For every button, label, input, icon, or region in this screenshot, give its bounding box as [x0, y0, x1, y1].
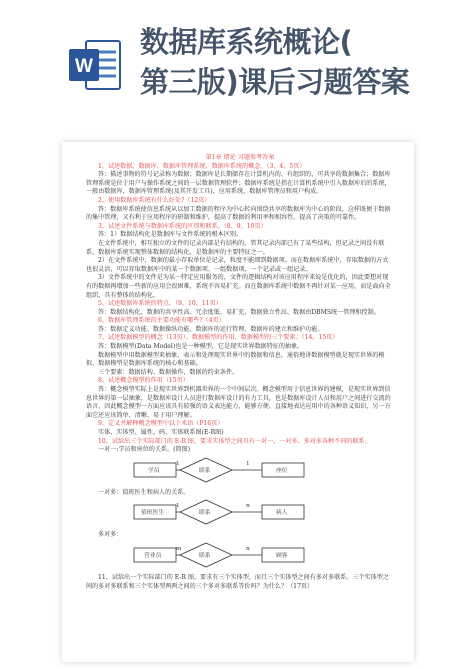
question-5: 5、试述数据库系统的特点。（9、10、11页）	[98, 300, 222, 308]
answer-9: 实体、实体型、属性、码、实体联系图(E-R图)	[98, 429, 224, 436]
er1-right-entity: 座位	[276, 467, 288, 474]
answer-7-line-2: 数据模型中用数据模型来抽象、表示和处理现实世界中的数据和信息。通俗地讲数据模型就是现实世界的模拟，数据模型是数据库系统的核心和基础。	[86, 351, 385, 368]
question-9: 9、定义并解释概念模型中以下术语（P16页）	[98, 420, 224, 428]
er3-left-entity: 营业员	[144, 552, 162, 559]
example-one-to-many: 一对多：值班医生和病人的关系。	[98, 488, 190, 496]
answer-3-point-1: 答：1）数据结构化是数据库与文件系统的根本区别。	[98, 231, 243, 239]
er2-cardinality-right: n	[246, 503, 250, 510]
er1-relationship: 联系	[199, 467, 211, 474]
page-title	[140, 22, 470, 102]
word-document-icon	[66, 36, 124, 94]
er1-cardinality-right: 1	[246, 460, 250, 467]
er2-relationship: 联系	[199, 510, 211, 517]
er-diagram-one-to-many	[86, 497, 394, 531]
answer-2: 答：数据库系统使信息系统从以加工数据的程序为中心转向围绕共享的数据库为中心的阶段，这样既便于数据的集中管理，又有利于应用程序的研制和维护，提高了数据的利用率和相容性，提高了决策的可靠性。	[86, 205, 391, 222]
document-page	[62, 142, 414, 662]
answer-7-line-3: 三个要素：数据结构、数据操作、数据的约束条件。	[98, 368, 239, 376]
answer-5: 答：数据结构化、数据的共享性高、冗余度低、易扩充、数据独立性高、数据由DBMS统一管理和控制。	[98, 308, 380, 316]
title-line-1: 数据库系统概论(	[140, 25, 353, 59]
er1-left-entity: 学员	[148, 467, 160, 474]
example-many-to-many: 多对多：	[98, 531, 123, 539]
er3-right-entity: 顾客	[276, 552, 288, 559]
answer-8: 答：概念模型实际上是现实世界到机器世界的一个中间层次。概念模型用于信息世界的建模，是现实世界到信息世界的第一层抽象，是数据库设计人员进行数据库设计的有力工具，也是数据库设计人员和用户之间进行交流的语言，因此概念模型一方面应该具有较强的语义表达能力，能够方便、直接地表达应用中的各种语义知识，另一方面它还应该简单、清晰、易于用户理解。	[86, 386, 391, 419]
er-diagram-many-to-many	[86, 540, 394, 574]
question-6: 6、数据库管理系统的主要功能有哪些?（4页）	[98, 317, 225, 325]
er3-cardinality-right: n	[246, 545, 250, 552]
er-diagram-one-to-one	[86, 455, 394, 489]
er3-relationship: 联系	[199, 552, 211, 559]
er2-right-entity: 病人	[276, 510, 288, 517]
question-3: 3、试述文件系统与数据库系统的区别和联系。（8、9、10页）	[98, 222, 267, 230]
answer-3-point-2: 在文件系统中，相互独立的文件的记录内部是有结构的，管其记录内部已有了某些结构，但记录之间没有联系。数据库系统实现整体数据的结构化，是数据库的主要特征之一。	[86, 239, 385, 256]
word-icon-letter: W	[75, 56, 93, 77]
er2-left-entity: 值班医生	[141, 510, 165, 517]
er2-cardinality-left: 1	[176, 503, 180, 510]
answer-3-point-3: 2）在文件系统中，数据的最小存取单位是记录，粒度不能细到数据项。而在数据库系统中，存取数据的方式也很灵活，可以存取数据库中的某一个数据项、一组数据项、一个记录或一组记录。	[86, 257, 389, 273]
answer-7-line-1: 答：数据模型(Data Model)也是一种模型，它是现实世界数据特征的抽象。	[98, 343, 304, 351]
er3-cardinality-left: m	[176, 545, 182, 552]
chapter-heading: 第1章 绪论 习题参考答案	[205, 154, 275, 161]
header	[0, 0, 474, 120]
er1-cardinality-left: 1	[176, 460, 180, 467]
question-1: 1、试述数据、数据库、数据库管理系统、数据库系统的概念。（3、4、5页）	[98, 162, 306, 170]
question-10: 10、试给出三个实际部门的 E-R 图，要求实体型之间具有一对一、一对多、多对多各种不同的联系。	[98, 437, 371, 445]
document-body	[86, 154, 394, 591]
answer-3-point-4: 3）文件系统中的文件是为某一特定应用服务的，文件的逻辑结构对该应用程序来说是优化的，因此要想对现有的数据再增加一些新的应用会很困难，系统不容易扩充。而在数据库系统中数据不再针对某一应用，而是面向全组织，具有整体的结构化。	[86, 274, 391, 299]
example-one-to-one: 一对一:学员和座位的关系。(简图)	[98, 446, 191, 454]
answer-1: 答：描述事物的符号记录称为数据；数据库是长期储存在计算机内的、有组织的、可共享的数据集合；数据库管理系统是位于用户与操作系统之间的一层数据管理软件；数据库系统是指在计算机系统中引入数据库后的系统，一般由数据库、数据库管理系统(及其开发工具)、应用系统、数据库管理员和用户构成。	[86, 171, 391, 196]
question-11: 11、试给出一个实际部门的 E-R 图，要求有三个实体型，而且三个实体型之间有多对多联系。三个实体型之间的多对多联系和三个实体型两两之间的三个多对多联系等价吗？为什么？（17页）	[86, 573, 389, 590]
question-2: 2、使用数据库系统有什么好处?（12页）	[98, 196, 211, 204]
answer-6: 答：数据定义功能、数据操纵功能、数据库的运行管理、数据库的建立和维护功能。	[98, 325, 324, 333]
title-line-2: 第三版)课后习题答案	[140, 65, 410, 99]
question-7: 7、试述数据模型的概念（13页）、数据模型的作用、数据模型的三个要素。（14、15页）	[98, 334, 339, 342]
question-8: 8、试述概念模型的作用（15页）	[98, 377, 189, 385]
